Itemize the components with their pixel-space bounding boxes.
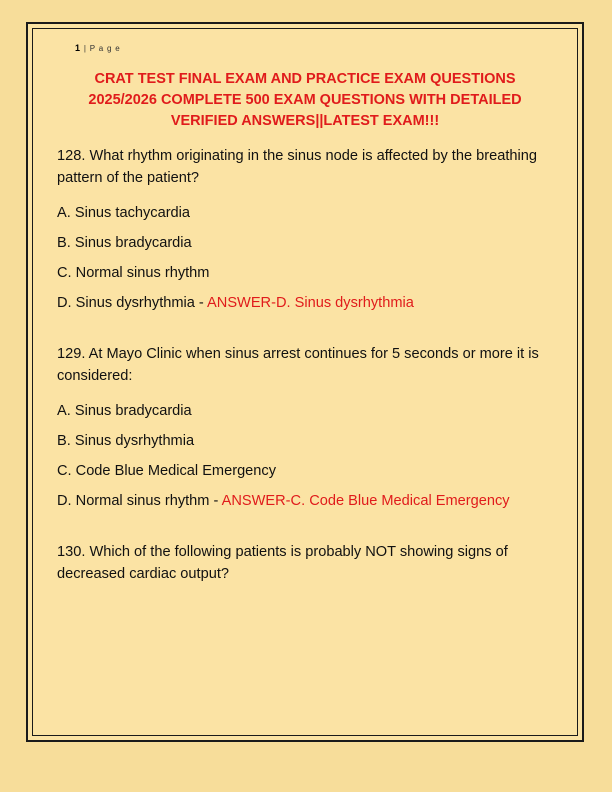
option-d-text: D. Normal sinus rhythm -: [57, 493, 222, 509]
spacer: [51, 512, 559, 542]
document-page: [26, 22, 584, 742]
option-c: C. Code Blue Medical Emergency: [57, 463, 277, 479]
option-b: B. Sinus dysrhythmia: [57, 433, 195, 449]
page-number-header: [75, 43, 559, 53]
page-title: CRAT TEST FINAL EXAM AND PRACTICE EXAM QUESTIONS 2025/2026 COMPLETE 500 EXAM QUESTIONS WITH DETAILED VERIFIED ANSWERS||LATEST EXAM!!!: [88, 71, 522, 129]
option-b: B. Sinus bradycardia: [57, 235, 192, 251]
question-block-130: [57, 542, 553, 585]
question-stem: 130. Which of the following patients is probably NOT showing signs of decreased cardiac output?: [57, 544, 508, 582]
page-content-area: [32, 28, 578, 736]
option-a: A. Sinus tachycardia: [57, 205, 191, 221]
question-block-128: [57, 146, 553, 314]
option-d: [57, 293, 553, 314]
question-stem: 129. At Mayo Clinic when sinus arrest continues for 5 seconds or more it is considered:: [57, 346, 539, 384]
answer-key: ANSWER-C. Code Blue Medical Emergency: [221, 493, 510, 509]
page-word-label: | P a g e: [83, 44, 121, 53]
option-d: [57, 491, 553, 512]
option-d-text: D. Sinus dysrhythmia -: [57, 295, 208, 311]
answer-key: ANSWER-D. Sinus dysrhythmia: [207, 295, 414, 311]
option-c: C. Normal sinus rhythm: [57, 265, 210, 281]
option-a: A. Sinus bradycardia: [57, 403, 192, 419]
question-stem: 128. What rhythm originating in the sinus node is affected by the breathing pattern of the patient?: [57, 148, 537, 186]
question-block-129: [57, 344, 553, 512]
spacer: [51, 314, 559, 344]
page-number-value: 1: [75, 43, 81, 53]
